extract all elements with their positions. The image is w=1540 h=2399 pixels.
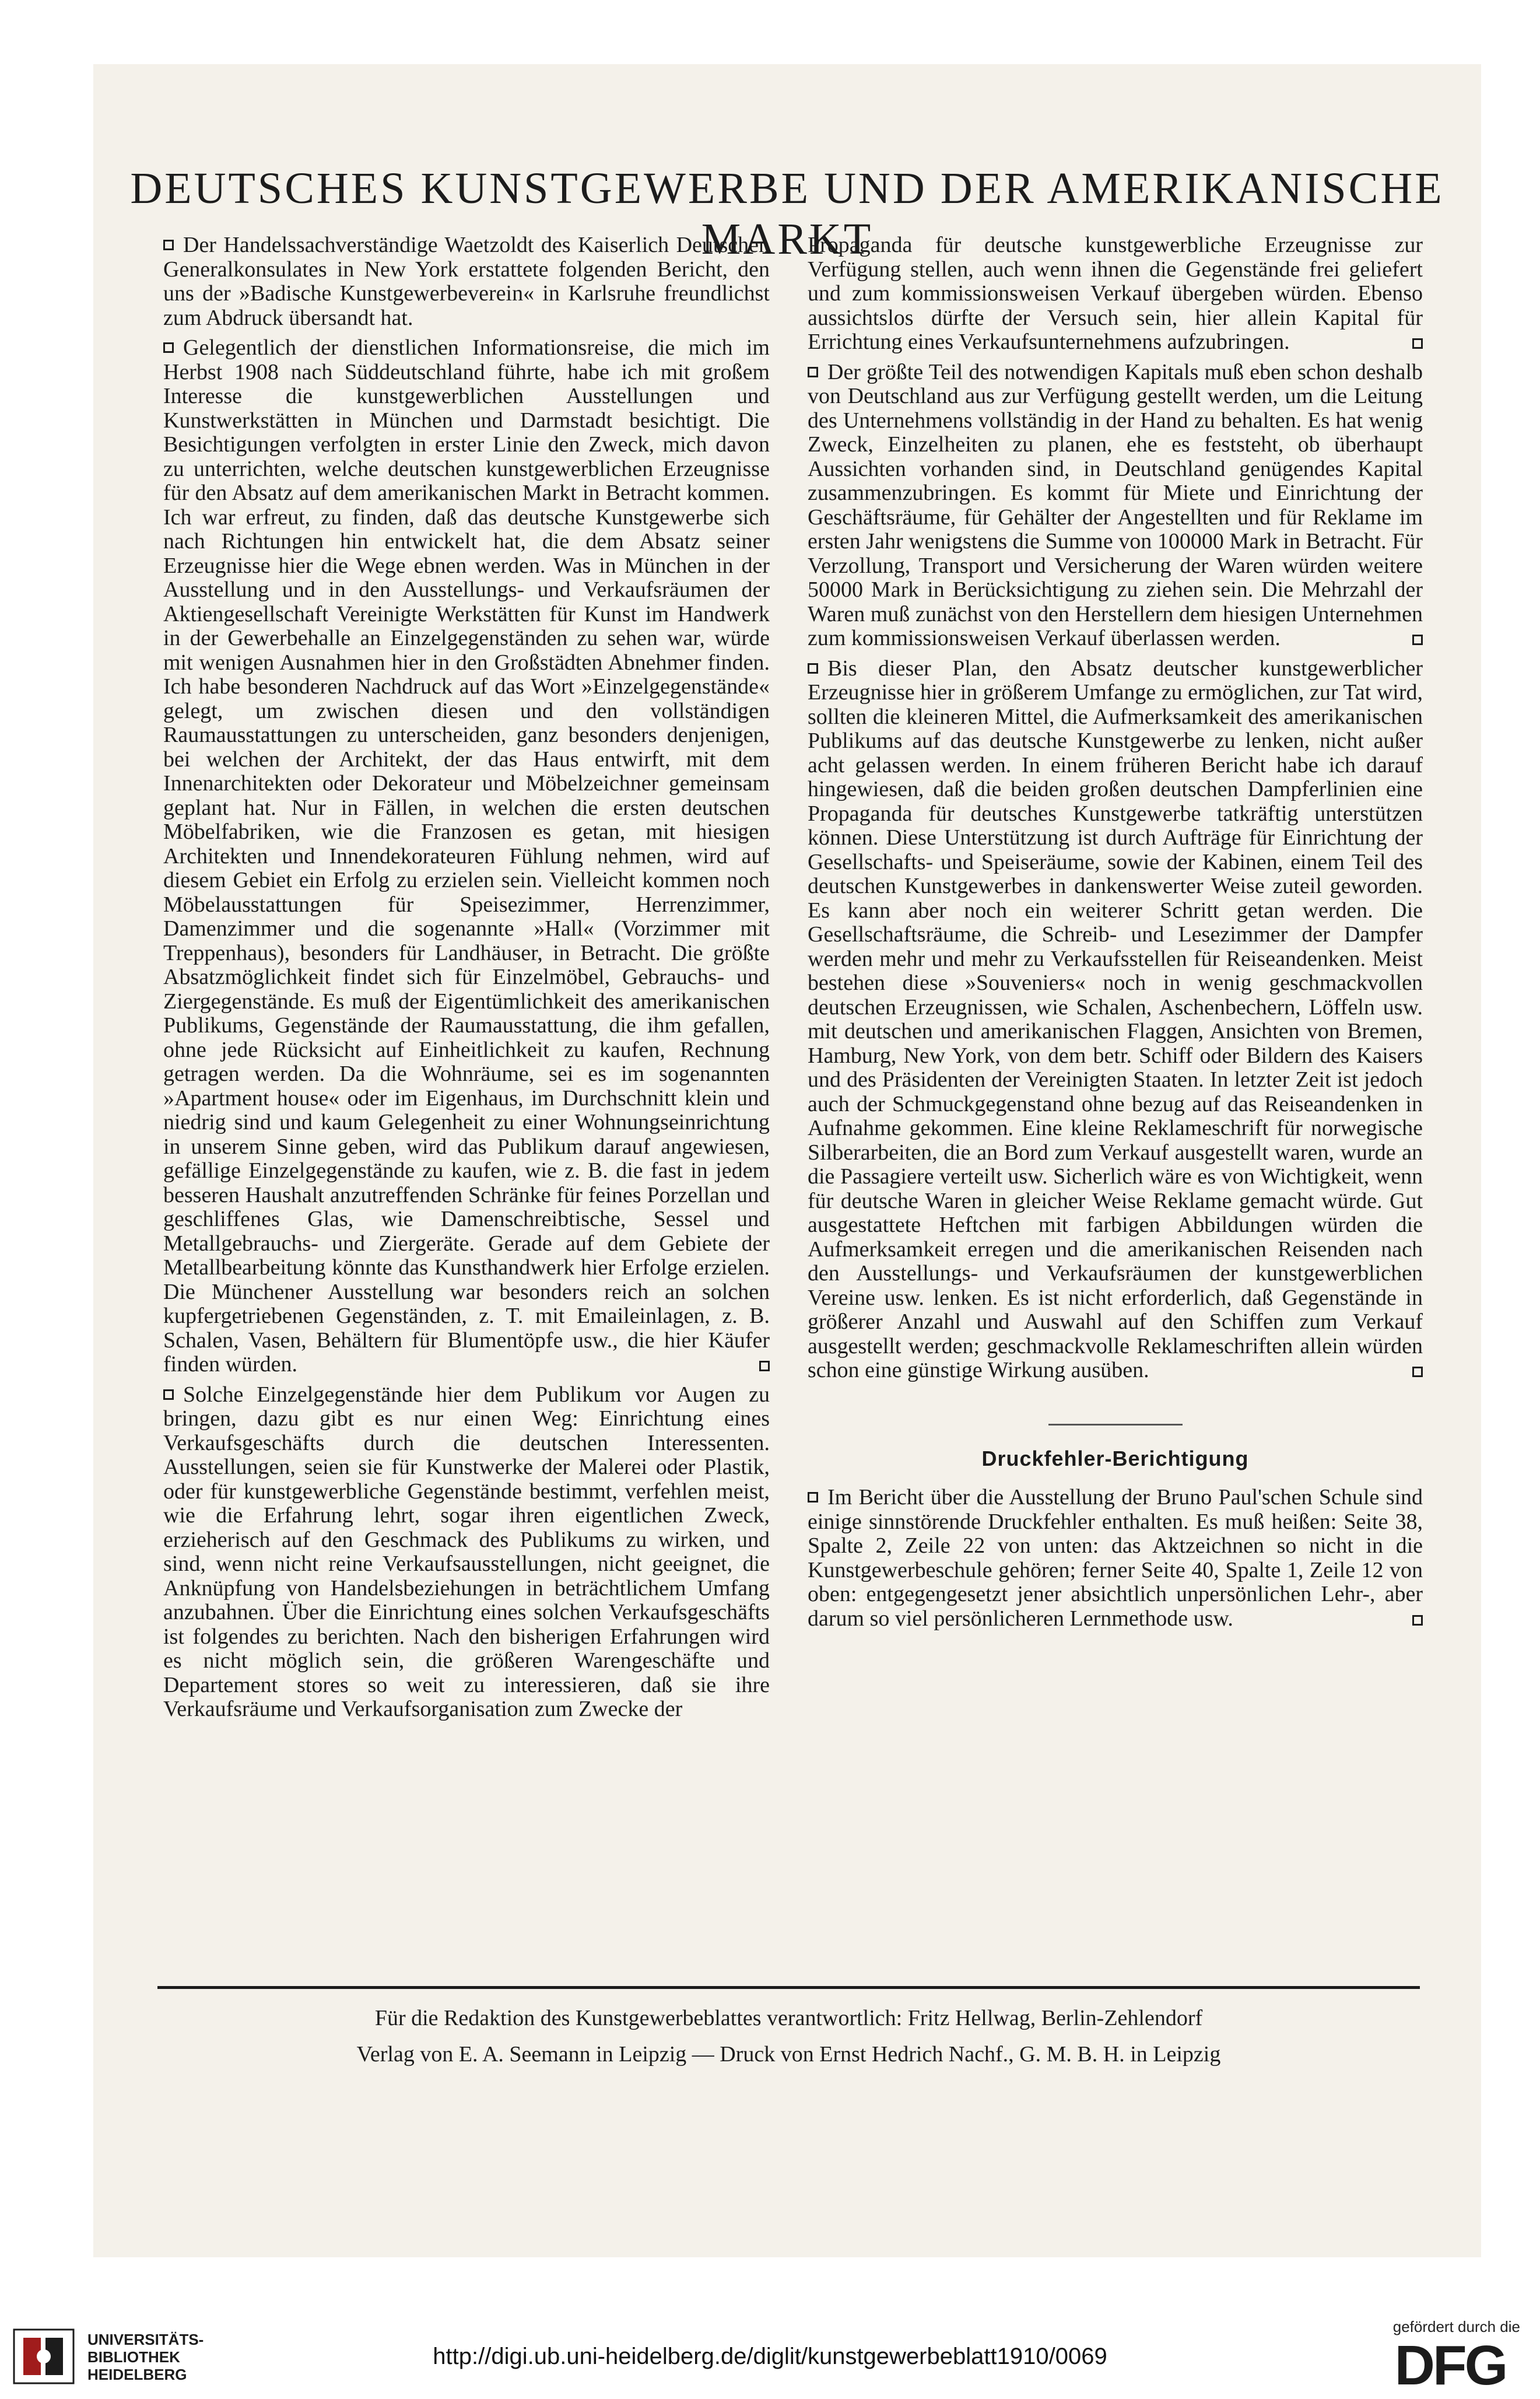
imprint-publisher-line: Verlag von E. A. Seemann in Leipzig — Druck von Ernst Hedrich Nachf., G. M. B. H. in Leipzig xyxy=(356,2042,1221,2067)
paragraph-square-icon xyxy=(1412,1615,1423,1626)
paragraph-square-icon xyxy=(808,1492,818,1503)
paragraph-square-icon xyxy=(163,342,174,353)
dfg-logo-icon[interactable] xyxy=(1380,2338,1520,2390)
paragraph-square-icon xyxy=(1412,338,1423,349)
paragraph: Solche Einzelgegenstände hier dem Publikum vor Augen zu bringen, dazu gibt es nur einen Weg: Einrichtung eines Verkaufsgeschäfts durch die deutschen Interessenten. Ausstellungen, seien sie für Kunstwerke der Malerei oder Plastik, oder für kunstgewerbliche Gegenstände bestimmt, verfehlen meist, wie die Erfahrung lehrt, sogar ihren eigentlichen Zweck, erzieherisch auf den Geschmack des Publikums zu wirken, und sind, wenn nicht reine Verkaufsausstellungen, nicht geeignet, die Anknüpfung von Handelsbeziehungen in beträchtlichem Umfang anzubahnen. Über die Einrichtung eines solchen Verkaufsgeschäfts ist folgendes zu berichten. Nach den bisherigen Erfahrungen wird es nicht möglich sein, die größeren Warengeschäfte und Departement stores so weit zu interessieren, daß sie ihre Verkaufsräume und Verkaufsorganisation zum Zwecke der xyxy=(163,1382,770,1721)
dfg-logo-text: DFG xyxy=(1394,2338,1506,2390)
institution-name[interactable]: UNIVERSITÄTS- BIBLIOTHEK HEIDELBERG xyxy=(87,2331,204,2383)
paragraph: Propaganda für deutsche kunstgewerbliche Erzeugnisse zur Verfügung stellen, auch wenn ihnen die Gegenstände frei geliefert und zum kommissionsweisen Verkauf übergeben würden. Ebenso aussichtslos dürfte der Versuch sein, hier allein Kapital für Errichtung eines Verkaufsunternehmens aufzubringen. xyxy=(808,233,1423,354)
viewer-footer-bar xyxy=(0,2310,1540,2399)
permalink-url[interactable]: http://digi.ub.uni-heidelberg.de/diglit/kunstgewerbeblatt1910/0069 xyxy=(433,2344,1107,2369)
footer-rule xyxy=(157,1986,1420,1989)
left-column xyxy=(163,233,770,1728)
paragraph: Der größte Teil des notwendigen Kapitals muß eben schon deshalb von Deutschland aus zur Verfügung gestellt werden, um die Leitung des Unternehmens vollständig in der Hand zu behalten. Es hat wenig Zweck, Einzelheiten zu planen, ehe es feststeht, ob überhaupt Aussichten vorhanden sind, in Deutschland genügendes Kapital zusammenzubringen. Es kommt für Miete und Einrichtung der Geschäftsräume, für Gehälter der Angestellten und für Reklame im ersten Jahr wenigstens die Summe von 100000 Mark in Betracht. Für Verzollung, Transport und Versicherung der Waren würden weitere 50000 Mark in Berücksichtigung zu ziehen sein. Die Mehrzahl der Waren muß zunächst von den Herstellern dem hiesigen Unternehmen zum kommissionsweisen Verkauf überlassen werden. xyxy=(808,359,1423,650)
erratum-heading: Druckfehler-Berichtigung xyxy=(981,1446,1249,1470)
article-title: DEUTSCHES KUNSTGEWERBE UND DER AMERIKANISCHE MARKT xyxy=(130,164,1444,264)
right-column xyxy=(808,233,1423,1637)
paragraph-square-icon xyxy=(808,367,818,377)
imprint-editor-line: Für die Redaktion des Kunstgewerbeblattes verantwortlich: Fritz Hellwag, Berlin-Zehlendorf xyxy=(374,2006,1203,2030)
scanned-page xyxy=(93,64,1481,2257)
paragraph: Gelegentlich der dienstlichen Informationsreise, die mich im Herbst 1908 nach Süddeutschland führte, habe ich mit großem Interesse die kunstgewerblichen Ausstellungen und Kunstwerkstätten in München und Darmstadt besichtigt. Die Besichtigungen verfolgten in erster Linie den Zweck, mich davon zu unterrichten, welche deutschen kunstgewerblichen Erzeugnisse für den Absatz auf dem amerikanischen Markt in Betracht kommen. Ich war erfreut, zu finden, daß das deutsche Kunstgewerbe sich nach Richtungen hin entwickelt hat, die dem Absatz seiner Erzeugnisse hier die Wege ebnen werden. Was in München in der Ausstellung und in den Ausstellungs- und Verkaufsräumen der Aktiengesellschaft Vereinigte Werkstätten für Kunst im Handwerk in der Gewerbehalle an Einzelgegenständen zu sehen war, würde mit wenigen Ausnahmen hier in den Großstädten Abnehmer finden. Ich habe besonderen Nachdruck auf das Wort »Einzelgegenstände« gelegt, um zwischen diesen und den vollständigen Raumausstattungen zu unterscheiden, ganz besonders denjenigen, bei welchen der Architekt, der das Haus entwirft, mit dem Innenarchitekten oder Dekorateur und Möbelzeichner gemeinsam geplant hat. Nur in Fällen, in welchen die ersten deutschen Möbelfabriken, wie die Franzosen es getan, mit hiesigen Architekten und Innendekorateuren Fühlung nehmen, wird auf diesem Gebiet ein Erfolg zu erzielen sein. Vielleicht kommen noch Möbelausstattungen für Speisezimmer, Herrenzimmer, Damenzimmer und die sogenannte »Hall« (Vorzimmer mit Treppenhaus), besonders für Landhäuser, in Betracht. Die größte Absatzmöglichkeit findet sich für Einzelmöbel, Gebrauchs- und Ziergegenstände. Es muß der Eigentümlichkeit des amerikanischen Publikums, Gegenstände der Raumausstattung, die ihm gefallen, ohne jede Rücksicht auf Einheitlichkeit zu kaufen, Rechnung getragen werden. Da die Wohnräume, sei es im sogenannten »Apartment house« oder im Eigenhaus, im Durchschnitt klein und niedrig sind und kaum Gelegenheit zu einer Wohnungseinrichtung in unserem Sinne geben, wird das Publikum darauf angewiesen, gefällige Einzelgegenstände zu kaufen, wie z. B. die fast in jedem besseren Haushalt anzutreffenden Schränke für feines Porzellan und geschliffenes Glas, wie Damenschreibtische, Sessel und Metallgebrauchs- und Ziergeräte. Gerade auf dem Gebiete der Metallbearbeitung könnte das Kunsthandwerk hier Erfolge erzielen. Die Münchener Ausstellung war besonders reich an solchen kupfergetriebenen Gegenständen, z. T. mit Emaileinlagen, z. B. Schalen, Vasen, Behältern für Blumentöpfe usw., die hier Käufer finden würden. xyxy=(163,335,770,1377)
paragraph-square-icon xyxy=(759,1361,770,1371)
paragraph-square-icon xyxy=(163,1389,174,1400)
funded-by-label: gefördert durch die xyxy=(1392,2318,1520,2335)
paragraph-square-icon xyxy=(163,240,174,250)
paragraph: Bis dieser Plan, den Absatz deutscher kunstgewerblicher Erzeugnisse hier in größerem Umfange zu ermöglichen, zur Tat wird, sollten die kleineren Mittel, die Aufmerksamkeit des amerikanischen Publikums auf das deutsche Kunstgewerbe zu lenken, nicht außer acht gelassen werden. In einem früheren Bericht habe ich darauf hingewiesen, daß die beiden großen deutschen Dampferlinien eine Propaganda für deutsches Kunstgewerbe tatkräftig unterstützen können. Diese Unterstützung ist durch Aufträge für Einrichtung der Gesellschafts- und Speiseräume, sowie der Kabinen, einem Teil des deutschen Kunstgewerbes in dankenswerter Weise zuteil geworden. Es kann aber noch ein weiterer Schritt getan werden. Die Gesellschaftsräume, die Schreib- und Lesezimmer der Dampfer werden mehr und mehr zu Verkaufsstellen für Reiseandenken. Meist bestehen diese »Souveniers« noch in wenig geschmackvollen deutschen Erzeugnissen, wie Schalen, Aschenbechern, Löffeln usw. mit deutschen und amerikanischen Flaggen, Ansichten von Bremen, Hamburg, New York, von dem betr. Schiff oder Bildern des Kaisers und des Präsidenten der Vereinigten Staaten. In letzter Zeit ist jedoch auch der Schmuckgegenstand ohne bezug auf das Reiseandenken in Aufnahme gekommen. Eine kleine Reklameschrift für norwegische Silberarbeiten, die an Bord zum Verkauf ausgestellt waren, wurde an die Passagiere verteilt usw. Sicherlich wäre es von Wichtigkeit, wenn für deutsche Waren in gleicher Weise Reklame gemacht würde. Gut ausgestattete Heftchen mit farbigen Abbildungen würden die Aufmerksamkeit erregen und die amerikanischen Reisenden nach den Ausstellungs- und Verkaufsräumen der kunstgewerblichen Vereine usw. lenken. Es ist nicht erforderlich, daß Gegenstände in größerer Anzahl und Auswahl auf den Schiffen zum Verkauf ausgestellt werden; geschmackvolle Reklameschriften allein würden schon eine günstige Wirkung ausüben. xyxy=(808,656,1423,1382)
paragraph: Der Handelssachverständige Waetzoldt des Kaiserlich Deutschen Generalkonsulates in New York erstattete folgenden Bericht, den uns der »Badische Kunstgewerbeverein« in Karlsruhe freundlichst zum Abdruck übersandt hat. xyxy=(163,233,770,330)
paragraph-square-icon xyxy=(1412,1367,1423,1377)
erratum-paragraph: Im Bericht über die Ausstellung der Bruno Paul'schen Schule sind einige sinnstörende Druckfehler enthalten. Es muß heißen: Seite 38, Spalte 2, Zeile 22 von unten: das Aktzeichnen so nicht in die Kunstgewerbeschule gehören; ferner Seite 40, Spalte 1, Zeile 12 von oben: entgegengesetzt jener absichtlich unpersönlichen Lehr-, aber darum so viel persönlicheren Lernmethode usw. xyxy=(808,1485,1423,1631)
paragraph-square-icon xyxy=(808,663,818,674)
paragraph-square-icon xyxy=(1412,635,1423,645)
section-divider xyxy=(1048,1424,1183,1426)
